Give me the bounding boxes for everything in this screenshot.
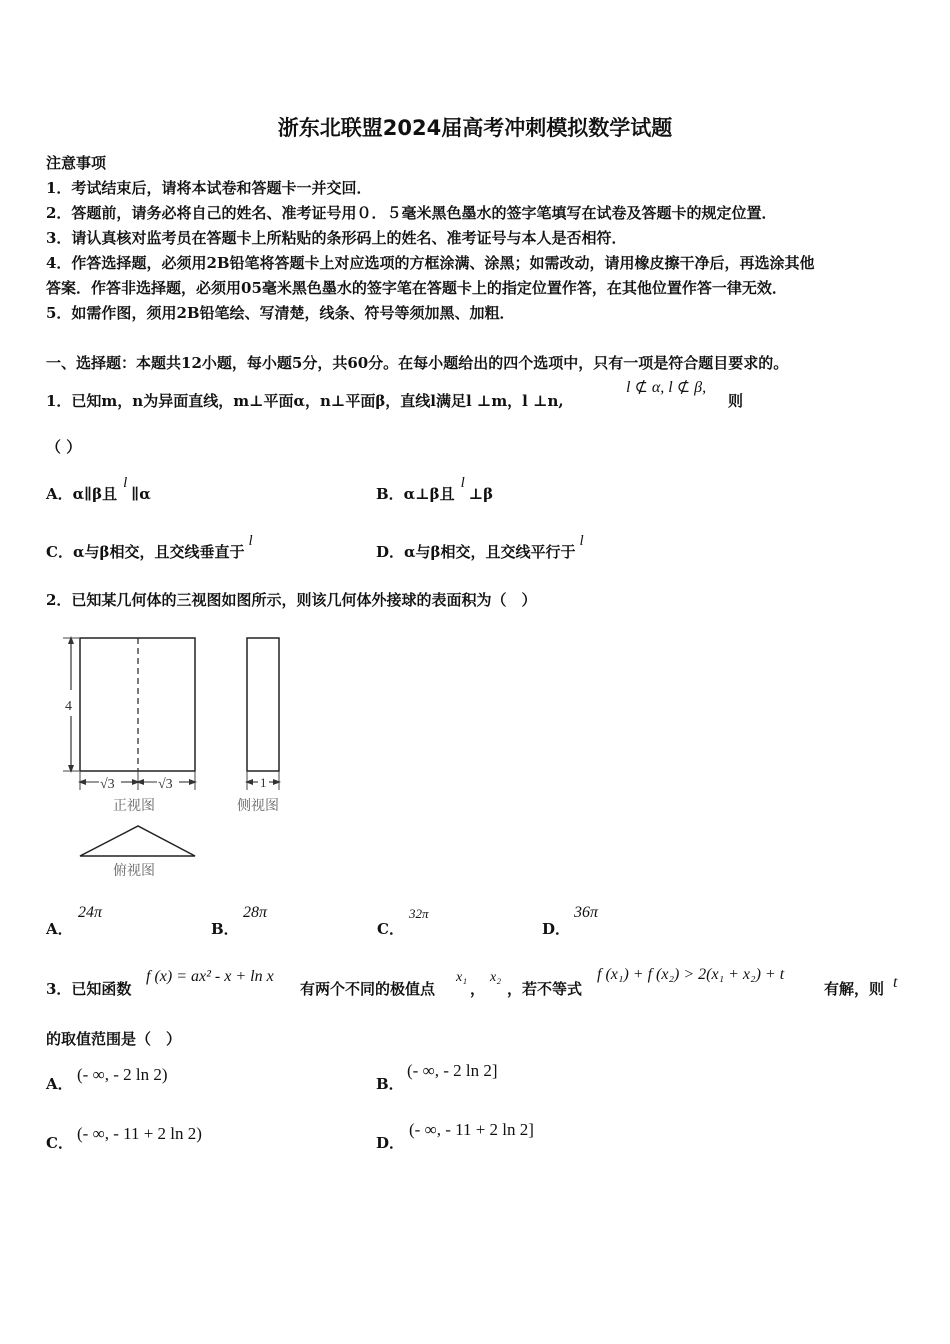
q2-option-d-label: D． xyxy=(542,920,571,938)
q3-option-d-label: D． xyxy=(376,1134,405,1152)
q1-stem: 1．已知m，n为异面直线，m⊥平面α，n⊥平面β，直线l满足l ⊥m，l ⊥n, xyxy=(46,392,564,410)
q2-option-b-value: 28π xyxy=(243,904,268,921)
three-view-figure xyxy=(55,630,300,885)
q2-option-c-label: C． xyxy=(377,920,404,938)
notice-item: 4．作答选择题，必须用2B铅笔将答题卡上对应选项的方框涂满、涂黑；如需改动，请用橡皮擦干净后，再选涂其他 xyxy=(46,254,815,272)
top-view xyxy=(80,826,195,879)
q2-option-a-value: 24π xyxy=(78,904,103,921)
q3-option-c-value: (- ∞, - 11 + 2 ln 2) xyxy=(77,1124,202,1143)
q3-pre: 3．已知函数 xyxy=(46,980,132,998)
notice-heading: 注意事项 xyxy=(46,154,107,172)
notice-item: 3．请认真核对监考员在答题卡上所粘贴的条形码上的姓名、准考证号与本人是否相符． xyxy=(46,229,627,247)
side-width-label: 1 xyxy=(260,775,267,790)
q3-line2: 的取值范围是（ ） xyxy=(46,1030,182,1048)
q1-option-d: D．α与β相交，且交线平行于l xyxy=(376,533,584,561)
q3-mid2: ，若不等式 xyxy=(507,980,583,998)
q2-option-a-label: A． xyxy=(46,920,73,938)
q1-option-b: B．α⊥β且l⊥β xyxy=(376,475,494,503)
side-view xyxy=(237,638,279,814)
q2-option-d-value: 36π xyxy=(574,904,599,921)
q2-option-c-value: 32π xyxy=(409,906,429,921)
q3-option-d-value: (- ∞, - 11 + 2 ln 2] xyxy=(409,1120,534,1139)
q1-condition: l ⊄ α, l ⊄ β, xyxy=(626,379,707,396)
section-heading: 一、选择题：本题共12小题，每小题5分，共60分。在每小题给出的四个选项中，只有一项是符合题目要求的。 xyxy=(46,354,789,372)
front-view-caption: 正视图 xyxy=(113,798,155,814)
height-label: 4 xyxy=(65,699,72,714)
q3-option-a-label: A． xyxy=(46,1075,73,1093)
page-title: 浙东北联盟2024届高考冲刺模拟数学试题 xyxy=(277,116,673,140)
q3-option-b-value: (- ∞, - 2 ln 2] xyxy=(407,1061,498,1080)
q1-option-c: C．α与β相交，且交线垂直于l xyxy=(46,533,253,561)
width-label-right: √3 xyxy=(158,777,173,792)
q3-inequality: f (x₁) + f (x₂) > 2(x₁ + x₂) + t xyxy=(597,966,785,983)
q3-function: f (x) = ax² - x + ln x xyxy=(146,968,274,985)
top-view-caption: 俯视图 xyxy=(113,863,155,879)
width-label-left: √3 xyxy=(100,777,115,792)
q3-mid1: 有两个不同的极值点 xyxy=(300,980,436,998)
side-view-caption: 侧视图 xyxy=(237,798,279,814)
notice-item: 2．答题前，请务必将自己的姓名、准考证号用０．５毫米黑色墨水的签字笔填写在试卷及答题卡的规定位置． xyxy=(46,204,777,222)
notice-item: 答案．作答非选择题，必须用05毫米黑色墨水的签字笔在答题卡上的指定位置作答，在其他位置作答一律无效． xyxy=(46,279,787,297)
notice-item: 5．如需作图，须用2B铅笔绘、写清楚，线条、符号等须加黑、加粗． xyxy=(46,304,515,322)
q3-mid3: 有解，则 xyxy=(824,980,885,998)
q2-option-b-label: B． xyxy=(211,920,239,938)
q1-then: 则 xyxy=(728,392,744,410)
q3-comma: ， xyxy=(470,980,486,998)
notice-item: 1．考试结束后，请将本试卷和答题卡一并交回． xyxy=(46,179,372,197)
q1-option-a: A．α∥β且l∥α xyxy=(46,475,151,503)
q3-option-a-value: (- ∞, - 2 ln 2) xyxy=(77,1065,168,1084)
q3-x2: x₂ xyxy=(490,970,502,985)
q3-option-c-label: C． xyxy=(46,1134,73,1152)
q3-option-b-label: B． xyxy=(376,1075,404,1093)
front-view xyxy=(63,638,195,814)
q3-x1: x₁ xyxy=(456,970,468,985)
q2-stem: 2．已知某几何体的三视图如图所示，则该几何体外接球的表面积为（ ） xyxy=(46,591,537,609)
q1-paren: （ ） xyxy=(46,438,82,456)
q3-t: t xyxy=(893,974,898,991)
